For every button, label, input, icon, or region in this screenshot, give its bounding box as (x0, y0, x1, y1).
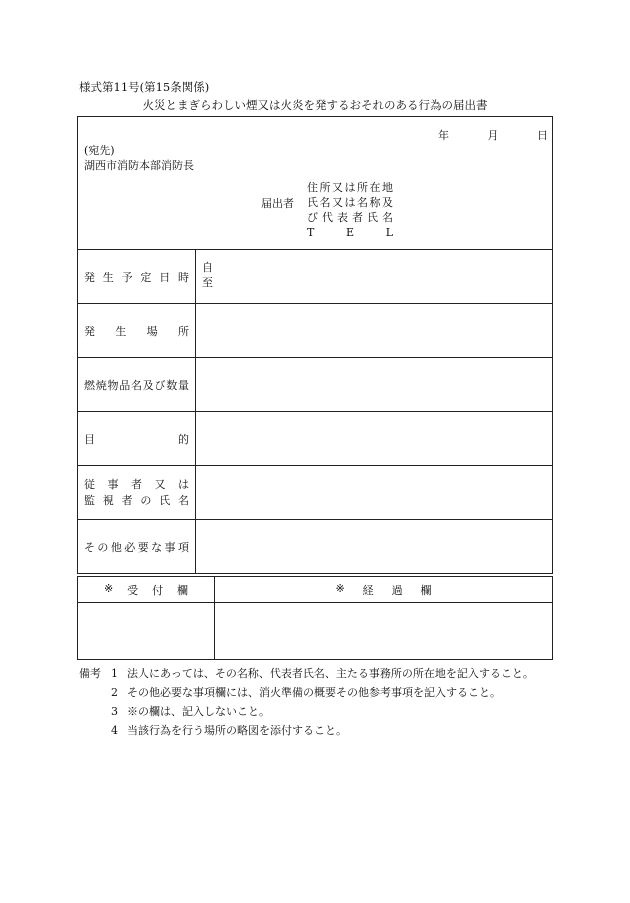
addressee-name: 湖西市消防本部消防長 (84, 159, 194, 172)
notification-form (77, 116, 553, 574)
from-label: 自 (202, 261, 213, 274)
notifier-label: 届出者 (261, 197, 294, 210)
receipt-cell (78, 603, 214, 659)
year-label: 年 (438, 129, 449, 142)
remark-item: 備考 1 法人にあっては、その名称、代表者氏名、主たる事務所の所在地を記入すること。 (79, 664, 534, 683)
remarks (79, 664, 534, 740)
notifier-address-line: 住 所 又 は 所 在 地 (307, 181, 393, 194)
row-other-matters (78, 520, 552, 573)
form-header (78, 117, 552, 250)
supervisor-input-area[interactable] (196, 466, 552, 519)
notifier-name-line: 氏 名 又 は 名 称 及 (307, 196, 393, 209)
receipt-column (78, 577, 215, 659)
notifier-tel-line: T E L (307, 226, 393, 239)
notifier-representative-line: び 代 表 者 氏 名 (307, 211, 393, 224)
addressee-label: (宛先) (84, 144, 115, 157)
row-purpose (78, 412, 552, 466)
remark-item: 4 当該行為を行う場所の略図を添付すること。 (111, 724, 347, 737)
row-burned-items (78, 358, 552, 412)
location-input-area[interactable] (196, 304, 552, 357)
datetime-input-area[interactable] (196, 250, 552, 303)
office-use-table (77, 576, 553, 660)
remarks-heading: 備考 (79, 667, 101, 680)
row-label: 燃 焼 物 品 名 及 び 数 量 (78, 358, 196, 411)
form-number: 様式第11号(第15条関係) (79, 80, 210, 94)
month-label: 月 (487, 129, 499, 142)
progress-column (215, 577, 552, 659)
remark-item: 3 ※の欄は、記入しないこと。 (111, 705, 270, 718)
form-title: 火災とまぎらわしい煙又は火炎を発するおそれのある行為の届出書 (142, 98, 488, 112)
other-matters-input-area[interactable] (196, 520, 552, 573)
receipt-header: ※ 受 付 欄 (78, 577, 214, 603)
addressee-block (84, 143, 194, 173)
date-field (438, 127, 548, 143)
row-scheduled-datetime (78, 250, 552, 304)
row-label: 従 事 者 又 は 監 視 者 の 氏 名 (78, 466, 196, 519)
purpose-input-area[interactable] (196, 412, 552, 465)
burned-items-input-area[interactable] (196, 358, 552, 411)
row-label: そ の 他 必 要 な 事 項 (78, 520, 196, 573)
row-supervisor (78, 466, 552, 520)
row-label: 発 生 場 所 (78, 304, 196, 357)
progress-cell (215, 603, 552, 659)
notifier-fields (307, 180, 393, 240)
row-location (78, 304, 552, 358)
day-label: 日 (537, 129, 548, 142)
row-label: 発 生 予 定 日 時 (78, 250, 196, 303)
to-label: 至 (202, 276, 213, 289)
row-label: 目 的 (78, 412, 196, 465)
progress-header: ※ 経 過 欄 (215, 577, 552, 603)
remark-item: 2 その他必要な事項欄には、消火準備の概要その他参考事項を記入すること。 (111, 686, 501, 699)
